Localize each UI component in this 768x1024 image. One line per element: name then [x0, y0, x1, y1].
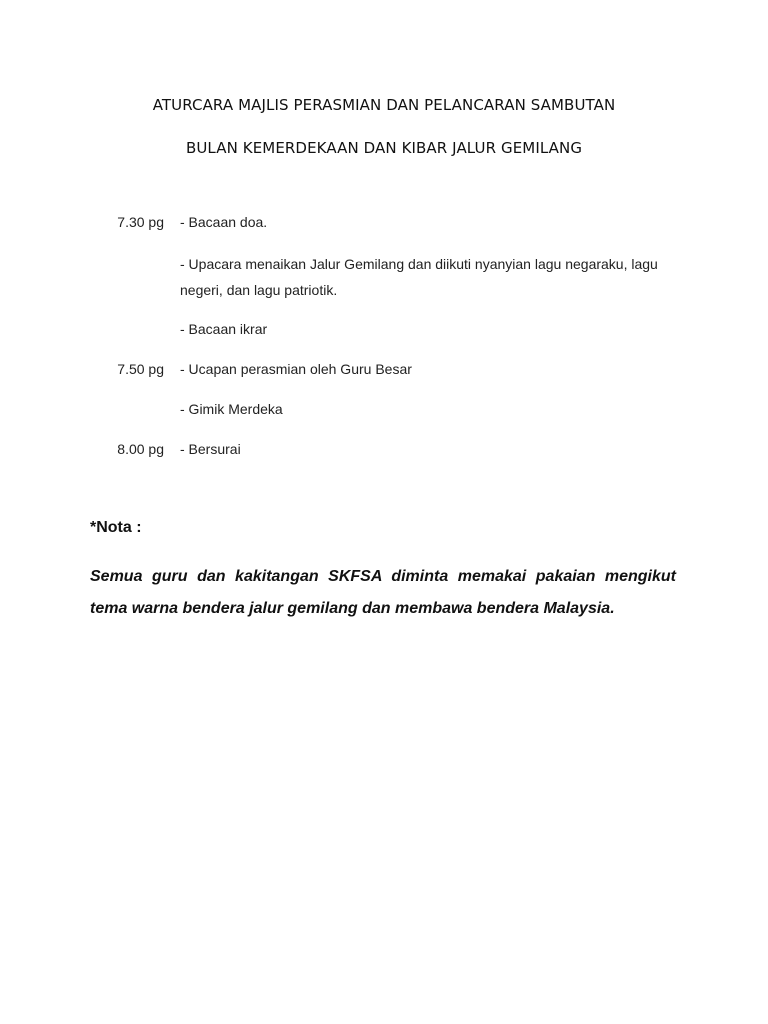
agenda-item: - Ucapan perasmian oleh Guru Besar	[180, 361, 412, 377]
agenda-row	[0, 214, 768, 234]
document-title-line-2: BULAN KEMERDEKAAN DAN KIBAR JALUR GEMILANG	[185, 139, 583, 157]
note-heading: *Nota :	[90, 519, 142, 536]
agenda-row	[0, 256, 768, 298]
agenda-time: 7.50 pg	[117, 361, 164, 377]
agenda-item: - Upacara menaikan Jalur Gemilang dan diikuti nyanyian lagu negaraku, lagu negeri, dan lagu patriotik.	[180, 256, 658, 298]
agenda-row	[0, 401, 768, 421]
document-title-line-1: ATURCARA MAJLIS PERASMIAN DAN PELANCARAN SAMBUTAN	[152, 96, 616, 114]
note-body: Semua guru dan kakitangan SKFSA diminta memakai pakaian mengikut tema warna bendera jalur gemilang dan membawa bendera Malaysia.	[90, 568, 676, 617]
agenda-item: - Bacaan doa.	[180, 214, 268, 230]
agenda-row	[0, 361, 768, 381]
agenda-row	[0, 321, 768, 341]
agenda-time: 8.00 pg	[117, 441, 164, 457]
agenda-row	[0, 441, 768, 461]
agenda-item: - Bersurai	[180, 441, 241, 457]
agenda-item: - Gimik Merdeka	[180, 401, 283, 417]
agenda-item: - Bacaan ikrar	[180, 321, 268, 337]
agenda-time: 7.30 pg	[117, 214, 164, 230]
